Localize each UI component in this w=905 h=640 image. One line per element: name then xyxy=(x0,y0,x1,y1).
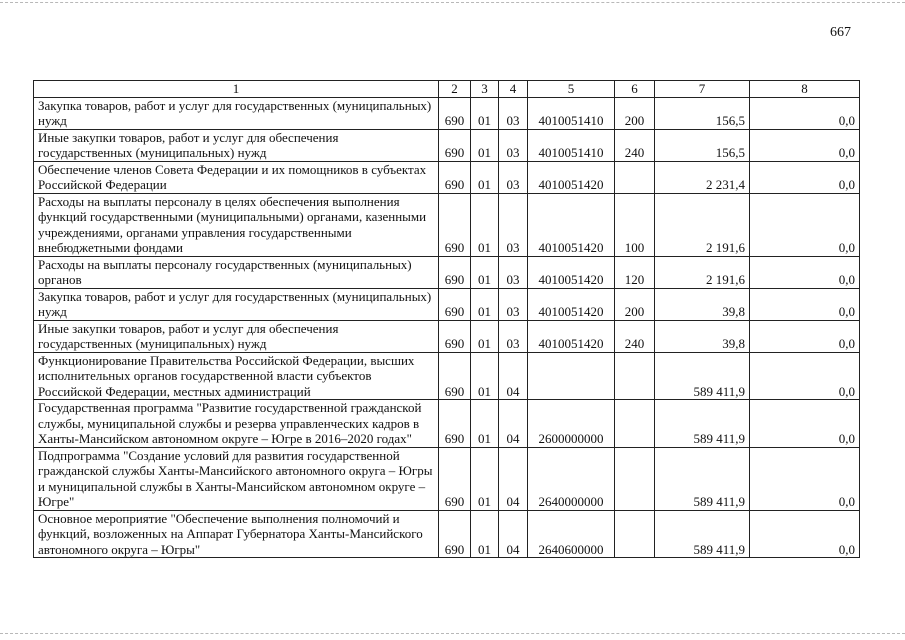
table-row xyxy=(34,510,860,558)
row-subsection-cell: 03 xyxy=(499,97,528,129)
row-target-article-cell: 4010051410 xyxy=(528,97,615,129)
row-name-cell: Подпрограмма "Создание условий для развития государственной гражданской службы Ханты-Мансийского автономного округа – Югры и муниципальной службы в Ханты-Мансийском автономном округе – Югре" xyxy=(34,447,439,510)
row-subsection-cell: 04 xyxy=(499,352,528,400)
row-expense-type-cell: 100 xyxy=(615,193,655,256)
row-amount-cell: 0,0 xyxy=(750,510,860,558)
row-amount-cell: 589 411,9 xyxy=(655,400,750,448)
row-target-article-cell: 2640600000 xyxy=(528,510,615,558)
row-name-cell: Закупка товаров, работ и услуг для государственных (муниципальных) нужд xyxy=(34,97,439,129)
row-target-article-cell: 2600000000 xyxy=(528,400,615,448)
row-subsection-cell: 03 xyxy=(499,288,528,320)
row-target-article-cell: 4010051420 xyxy=(528,193,615,256)
row-amount-cell: 0,0 xyxy=(750,256,860,288)
row-code-cell: 690 xyxy=(439,193,471,256)
scan-edge-top xyxy=(0,2,905,3)
row-expense-type-cell xyxy=(615,352,655,400)
row-subsection-cell: 03 xyxy=(499,320,528,352)
row-expense-type-cell: 240 xyxy=(615,320,655,352)
row-section-cell: 01 xyxy=(471,288,499,320)
row-expense-type-cell xyxy=(615,161,655,193)
table-row xyxy=(34,447,860,510)
row-amount-cell: 0,0 xyxy=(750,400,860,448)
table-row xyxy=(34,97,860,129)
table-row xyxy=(34,352,860,400)
table-row xyxy=(34,400,860,448)
row-subsection-cell: 03 xyxy=(499,193,528,256)
row-section-cell: 01 xyxy=(471,352,499,400)
row-section-cell: 01 xyxy=(471,129,499,161)
column-header: 3 xyxy=(471,81,499,98)
column-header: 8 xyxy=(750,81,860,98)
row-code-cell: 690 xyxy=(439,256,471,288)
row-expense-type-cell: 240 xyxy=(615,129,655,161)
row-amount-cell: 2 191,6 xyxy=(655,193,750,256)
row-amount-cell: 156,5 xyxy=(655,129,750,161)
row-name-cell: Иные закупки товаров, работ и услуг для обеспечения государственных (муниципальных) нужд xyxy=(34,129,439,161)
column-header: 7 xyxy=(655,81,750,98)
row-section-cell: 01 xyxy=(471,320,499,352)
row-amount-cell: 2 231,4 xyxy=(655,161,750,193)
table-row xyxy=(34,256,860,288)
row-expense-type-cell xyxy=(615,447,655,510)
page-number: 667 xyxy=(830,25,851,40)
row-subsection-cell: 03 xyxy=(499,161,528,193)
column-header: 6 xyxy=(615,81,655,98)
row-section-cell: 01 xyxy=(471,256,499,288)
table-row xyxy=(34,193,860,256)
row-section-cell: 01 xyxy=(471,400,499,448)
row-code-cell: 690 xyxy=(439,320,471,352)
row-amount-cell: 39,8 xyxy=(655,320,750,352)
row-name-cell: Обеспечение членов Совета Федерации и их помощников в субъектах Российской Федерации xyxy=(34,161,439,193)
row-subsection-cell: 03 xyxy=(499,256,528,288)
row-name-cell: Расходы на выплаты персоналу государственных (муниципальных) органов xyxy=(34,256,439,288)
row-section-cell: 01 xyxy=(471,510,499,558)
row-expense-type-cell: 120 xyxy=(615,256,655,288)
row-code-cell: 690 xyxy=(439,129,471,161)
row-subsection-cell: 03 xyxy=(499,129,528,161)
table-row xyxy=(34,161,860,193)
row-amount-cell: 0,0 xyxy=(750,447,860,510)
row-target-article-cell xyxy=(528,352,615,400)
row-amount-cell: 589 411,9 xyxy=(655,352,750,400)
row-amount-cell: 589 411,9 xyxy=(655,447,750,510)
row-amount-cell: 0,0 xyxy=(750,193,860,256)
row-name-cell: Расходы на выплаты персоналу в целях обеспечения выполнения функций государственными (муниципальными) органами, казенными учреждениями, органами управления государственными внебюджетными фондами xyxy=(34,193,439,256)
row-section-cell: 01 xyxy=(471,97,499,129)
row-amount-cell: 0,0 xyxy=(750,97,860,129)
row-amount-cell: 0,0 xyxy=(750,161,860,193)
row-amount-cell: 0,0 xyxy=(750,320,860,352)
row-name-cell: Основное мероприятие "Обеспечение выполнения полномочий и функций, возложенных на Аппарат Губернатора Ханты-Мансийского автономного округа – Югры" xyxy=(34,510,439,558)
row-target-article-cell: 4010051420 xyxy=(528,161,615,193)
row-expense-type-cell xyxy=(615,510,655,558)
row-amount-cell: 0,0 xyxy=(750,288,860,320)
budget-table xyxy=(33,80,860,558)
row-name-cell: Закупка товаров, работ и услуг для государственных (муниципальных) нужд xyxy=(34,288,439,320)
row-target-article-cell: 4010051420 xyxy=(528,320,615,352)
column-header: 5 xyxy=(528,81,615,98)
row-expense-type-cell: 200 xyxy=(615,288,655,320)
column-header: 2 xyxy=(439,81,471,98)
row-code-cell: 690 xyxy=(439,447,471,510)
row-amount-cell: 589 411,9 xyxy=(655,510,750,558)
row-section-cell: 01 xyxy=(471,447,499,510)
row-code-cell: 690 xyxy=(439,400,471,448)
row-target-article-cell: 2640000000 xyxy=(528,447,615,510)
row-subsection-cell: 04 xyxy=(499,447,528,510)
row-name-cell: Функционирование Правительства Российской Федерации, высших исполнительных органов государственной власти субъектов Российской Федерации, местных администраций xyxy=(34,352,439,400)
row-amount-cell: 2 191,6 xyxy=(655,256,750,288)
row-amount-cell: 156,5 xyxy=(655,97,750,129)
row-code-cell: 690 xyxy=(439,510,471,558)
row-subsection-cell: 04 xyxy=(499,510,528,558)
table-row xyxy=(34,288,860,320)
row-code-cell: 690 xyxy=(439,288,471,320)
row-amount-cell: 0,0 xyxy=(750,129,860,161)
table-row xyxy=(34,129,860,161)
row-target-article-cell: 4010051420 xyxy=(528,288,615,320)
table-row xyxy=(34,320,860,352)
row-code-cell: 690 xyxy=(439,97,471,129)
row-amount-cell: 0,0 xyxy=(750,352,860,400)
row-name-cell: Иные закупки товаров, работ и услуг для обеспечения государственных (муниципальных) нужд xyxy=(34,320,439,352)
column-header: 1 xyxy=(34,81,439,98)
row-subsection-cell: 04 xyxy=(499,400,528,448)
row-expense-type-cell: 200 xyxy=(615,97,655,129)
row-target-article-cell: 4010051420 xyxy=(528,256,615,288)
row-expense-type-cell xyxy=(615,400,655,448)
scan-edge-bottom xyxy=(0,633,905,634)
row-code-cell: 690 xyxy=(439,161,471,193)
row-target-article-cell: 4010051410 xyxy=(528,129,615,161)
row-code-cell: 690 xyxy=(439,352,471,400)
column-header: 4 xyxy=(499,81,528,98)
row-amount-cell: 39,8 xyxy=(655,288,750,320)
row-section-cell: 01 xyxy=(471,161,499,193)
table-header-row xyxy=(34,81,860,98)
row-name-cell: Государственная программа "Развитие государственной гражданской службы, муниципальной службы и резерва управленческих кадров в Ханты-Мансийском автономном округе – Югре в 2016–2020 годах" xyxy=(34,400,439,448)
row-section-cell: 01 xyxy=(471,193,499,256)
